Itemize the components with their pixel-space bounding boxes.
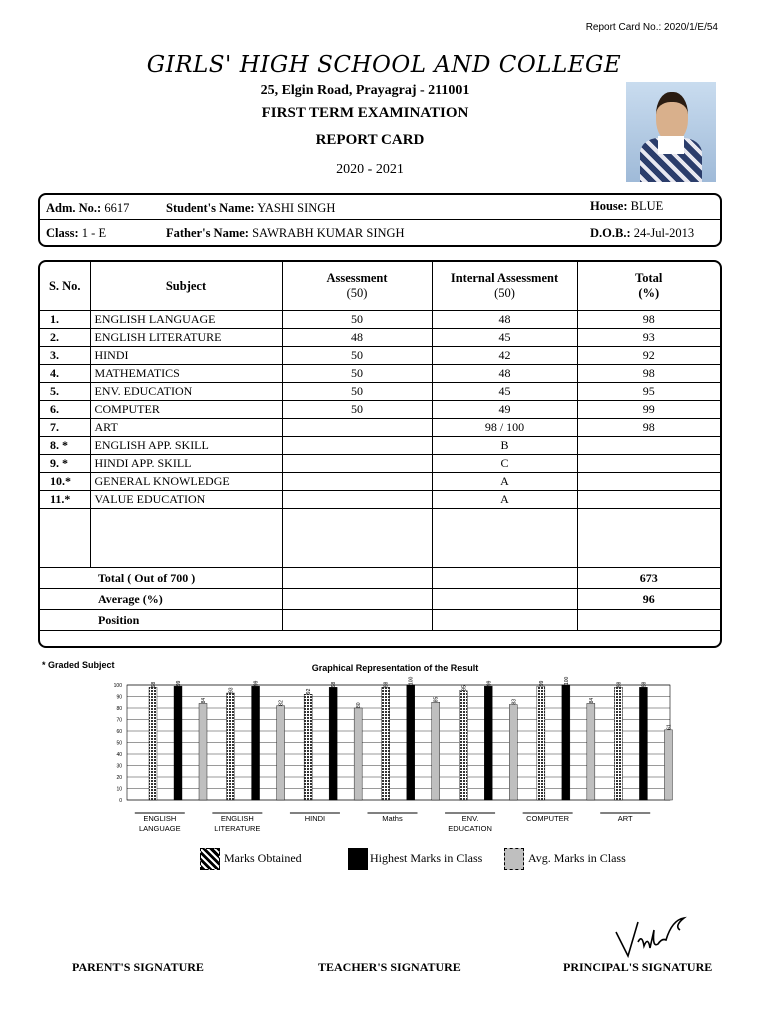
x-category-label: LITERATURE [214, 824, 261, 833]
row-total [577, 437, 720, 455]
row-assessment: 50 [282, 365, 432, 383]
bar-2 [664, 730, 672, 800]
row-sno: 10.* [40, 473, 90, 491]
row-subject: VALUE EDUCATION [90, 491, 282, 509]
bar-0 [149, 687, 157, 800]
principal-signature-label: PRINCIPAL'S SIGNATURE [563, 960, 713, 974]
row-internal: 49 [432, 401, 577, 419]
row-sno: 3. [40, 347, 90, 365]
bar-1 [329, 687, 337, 800]
legend-swatch-highest [348, 848, 368, 870]
bar-value-label: 84 [588, 697, 595, 704]
house-value: BLUE [630, 199, 664, 213]
total-row [40, 568, 720, 589]
x-category-label: Maths [382, 814, 403, 823]
row-internal: A [432, 491, 577, 509]
bar-value-label: 99 [253, 680, 260, 687]
row-assessment [282, 473, 432, 491]
father-name: SAWRABH KUMAR SINGH [252, 226, 405, 240]
bar-value-label: 98 [641, 681, 648, 688]
bar-2 [199, 703, 207, 800]
row-subject: MATHEMATICS [90, 365, 282, 383]
bar-2 [587, 703, 595, 800]
bar-0 [614, 687, 622, 800]
header-subject: Subject [90, 262, 282, 311]
report-card-title: REPORT CARD [315, 132, 425, 148]
legend-average: Avg. Marks in Class [528, 851, 626, 865]
row-assessment [282, 437, 432, 455]
x-category-label: ENGLISH [143, 814, 177, 823]
x-category-label: ART [617, 814, 633, 823]
exam-title: FIRST TERM EXAMINATION [261, 105, 469, 121]
bar-value-label: 98 [331, 681, 338, 688]
table-row [40, 401, 720, 419]
bar-value-label: 99 [176, 680, 182, 687]
bar-value-label: 85 [433, 696, 440, 703]
bar-1 [252, 686, 260, 800]
table-row [40, 383, 720, 401]
legend-obtained: Marks Obtained [224, 851, 302, 865]
bar-value-label: 99 [538, 680, 545, 687]
header-assessment: Assessment (50) [282, 262, 432, 311]
marks-table [38, 260, 722, 648]
adm-no: 6617 [104, 201, 130, 215]
bar-value-label: 61 [666, 724, 673, 730]
table-row [40, 365, 720, 383]
row-subject: ENGLISH LANGUAGE [90, 311, 282, 329]
row-total: 98 [577, 419, 720, 437]
session-year: 2020 - 2021 [336, 162, 404, 177]
principal-signature-mark [608, 912, 698, 960]
row-total [577, 473, 720, 491]
class-value: 1 - E [81, 226, 107, 240]
row-sno: 1. [40, 311, 90, 329]
position-value [577, 610, 720, 631]
parent-signature-label: PARENT'S SIGNATURE [72, 960, 204, 974]
row-total: 92 [577, 347, 720, 365]
student-info-box [38, 193, 722, 247]
chart-legend [200, 848, 660, 870]
header-total: Total (%) [577, 262, 720, 311]
table-row [40, 347, 720, 365]
student-name-label: Student's Name: [166, 201, 255, 215]
row-subject: ART [90, 419, 282, 437]
result-bar-chart [100, 660, 690, 840]
row-sno: 7. [40, 419, 90, 437]
table-row [40, 437, 720, 455]
blank-row [40, 509, 720, 568]
row-internal: A [432, 473, 577, 491]
row-subject: HINDI APP. SKILL [90, 455, 282, 473]
bar-2 [354, 708, 362, 800]
bar-0 [227, 693, 235, 800]
average-label: Average (%) [40, 589, 282, 610]
bar-1 [174, 686, 182, 800]
legend-highest: Highest Marks in Class [370, 851, 483, 865]
table-row [40, 491, 720, 509]
bar-0 [304, 694, 312, 800]
bar-1 [639, 687, 647, 800]
row-assessment: 50 [282, 383, 432, 401]
class-label: Class: [46, 226, 79, 240]
graded-subject-note: * Graded Subject [42, 660, 115, 670]
dob-label: D.O.B.: [590, 226, 631, 240]
bar-0 [459, 691, 467, 800]
y-tick-label: 50 [116, 740, 122, 747]
student-name: YASHI SINGH [257, 201, 336, 215]
adm-no-label: Adm. No.: [46, 201, 102, 215]
bar-2 [432, 702, 440, 800]
y-tick-label: 70 [116, 717, 122, 724]
x-category-label: EDUCATION [448, 824, 492, 833]
header-sno: S. No. [40, 262, 90, 311]
row-subject: ENGLISH APP. SKILL [90, 437, 282, 455]
teacher-signature-label: TEACHER'S SIGNATURE [318, 960, 461, 974]
bar-value-label: 83 [511, 698, 518, 705]
row-total: 93 [577, 329, 720, 347]
row-internal: 45 [432, 329, 577, 347]
bar-1 [407, 685, 415, 800]
legend-swatch-average [504, 848, 524, 870]
row-sno: 11.* [40, 491, 90, 509]
y-tick-label: 30 [116, 763, 122, 770]
chart-title: Graphical Representation of the Result [311, 663, 479, 673]
row-total: 95 [577, 383, 720, 401]
header-internal: Internal Assessment (50) [432, 262, 577, 311]
row-internal: 48 [432, 365, 577, 383]
bar-0 [382, 687, 390, 800]
row-total: 98 [577, 365, 720, 383]
y-tick-label: 60 [116, 729, 122, 735]
y-tick-label: 90 [116, 694, 122, 701]
bar-2 [277, 706, 285, 800]
table-row [40, 311, 720, 329]
school-name: GIRLS' HIGH SCHOOL AND COLLEGE [146, 52, 622, 78]
average-row [40, 589, 720, 610]
x-category-label: ENV. [461, 814, 479, 823]
bar-value-label: 100 [408, 676, 415, 685]
row-sno: 8. * [40, 437, 90, 455]
house-label: House: [590, 199, 628, 213]
row-assessment: 48 [282, 329, 432, 347]
bar-value-label: 98 [151, 681, 157, 688]
row-total [577, 455, 720, 473]
bar-value-label: 95 [461, 685, 468, 691]
average-value: 96 [577, 589, 720, 610]
bar-value-label: 100 [563, 676, 570, 685]
table-row [40, 329, 720, 347]
row-assessment: 50 [282, 401, 432, 419]
row-total [577, 491, 720, 509]
bar-1 [484, 686, 492, 800]
row-subject: HINDI [90, 347, 282, 365]
row-internal: 42 [432, 347, 577, 365]
father-name-label: Father's Name: [166, 226, 249, 240]
row-sno: 2. [40, 329, 90, 347]
y-tick-label: 0 [119, 798, 122, 804]
row-subject: ENGLISH LITERATURE [90, 329, 282, 347]
row-sno: 9. * [40, 455, 90, 473]
bar-2 [509, 705, 517, 800]
row-assessment: 50 [282, 311, 432, 329]
row-assessment [282, 455, 432, 473]
y-tick-label: 100 [113, 683, 122, 689]
y-tick-label: 40 [116, 752, 122, 758]
legend-swatch-obtained [200, 848, 220, 870]
row-internal: B [432, 437, 577, 455]
row-subject: ENV. EDUCATION [90, 383, 282, 401]
row-total: 99 [577, 401, 720, 419]
bar-value-label: 84 [201, 697, 207, 704]
x-category-label: COMPUTER [526, 814, 570, 823]
row-sno: 5. [40, 383, 90, 401]
bar-value-label: 80 [356, 702, 363, 708]
position-label: Position [40, 610, 282, 631]
x-category-label: ENGLISH [220, 814, 254, 823]
y-tick-label: 80 [116, 706, 122, 712]
school-address: 25, Elgin Road, Prayagraj - 211001 [260, 83, 470, 98]
bar-0 [537, 686, 545, 800]
total-label: Total ( Out of 700 ) [40, 568, 282, 589]
bar-value-label: 98 [616, 681, 623, 688]
table-row [40, 419, 720, 437]
x-category-label: LANGUAGE [138, 824, 181, 833]
y-tick-label: 10 [116, 786, 122, 793]
row-subject: COMPUTER [90, 401, 282, 419]
dob-value: 24-Jul-2013 [633, 226, 695, 240]
bar-value-label: 93 [228, 687, 235, 694]
row-sno: 4. [40, 365, 90, 383]
x-category-label: HINDI [304, 814, 326, 823]
bar-value-label: 98 [383, 681, 390, 688]
table-row [40, 455, 720, 473]
student-photo [626, 82, 716, 182]
position-row [40, 610, 720, 631]
row-assessment [282, 419, 432, 437]
bar-value-label: 82 [278, 700, 285, 706]
bar-1 [562, 685, 570, 800]
row-internal: C [432, 455, 577, 473]
row-internal: 48 [432, 311, 577, 329]
row-assessment [282, 491, 432, 509]
row-assessment: 50 [282, 347, 432, 365]
row-internal: 98 / 100 [432, 419, 577, 437]
report-card-number: Report Card No.: 2020/1/E/54 [585, 22, 718, 33]
bar-value-label: 92 [306, 688, 313, 695]
row-internal: 45 [432, 383, 577, 401]
row-subject: GENERAL KNOWLEDGE [90, 473, 282, 491]
y-tick-label: 20 [116, 775, 122, 781]
total-value: 673 [577, 568, 720, 589]
table-row [40, 473, 720, 491]
row-sno: 6. [40, 401, 90, 419]
row-total: 98 [577, 311, 720, 329]
bar-value-label: 99 [486, 680, 493, 687]
